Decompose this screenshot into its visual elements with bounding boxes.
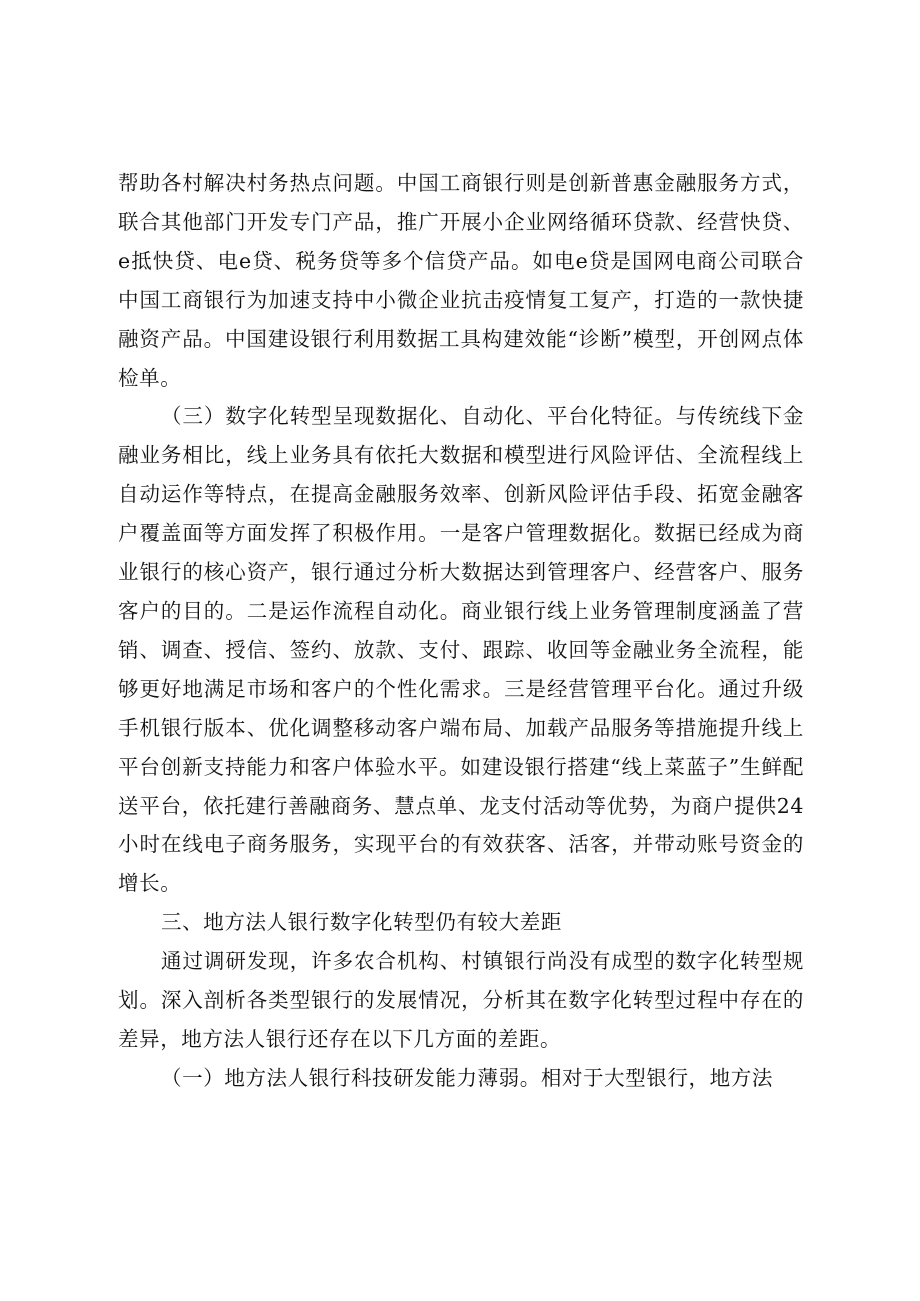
- paragraph-continuation: 帮助各村解决村务热点问题。中国工商银行则是创新普惠金融服务方式，联合其他部门开发专门产品，推广开展小企业网络循环贷款、经营快贷、e抵快贷、电e贷、税务贷等多个信贷产品。如电e贷是国网电商公司联合中国工商银行为加速支持中小微企业抗击疫情复工复产，打造的一款快捷融资产品。中国建设银行利用数据工具构建效能“诊断”模型，开创网点体检单。: [118, 171, 804, 390]
- document-body: [118, 164, 804, 1098]
- paragraph-survey-findings: 通过调研发现，许多农合机构、村镇银行尚没有成型的数字化转型规划。深入剖析各类型银行的发展情况，分析其在数字化转型过程中存在的差异，地方法人银行还存在以下几方面的差距。: [118, 949, 804, 1051]
- paragraph-rd-capability: （一）地方法人银行科技研发能力薄弱。相对于大型银行，地方法: [161, 1065, 773, 1090]
- section-heading: 三、地方法人银行数字化转型仍有较大差距: [161, 910, 562, 935]
- paragraph-digital-transformation-features: （三）数字化转型呈现数据化、自动化、平台化特征。与传统线下金融业务相比，线上业务具有依托大数据和模型进行风险评估、全流程线上自动运作等特点，在提高金融服务效率、创新风险评估手段、拓宽金融客户覆盖面等方面发挥了积极作用。一是客户管理数据化。数据已经成为商业银行的核心资产，银行通过分析大数据达到管理客户、经营客户、服务客户的目的。二是运作流程自动化。商业银行线上业务管理制度涵盖了营销、调查、授信、签约、放款、支付、跟踪、收回等金融业务全流程，能够更好地满足市场和客户的个性化需求。三是经营管理平台化。通过升级手机银行版本、优化调整移动客户端布局、加载产品服务等措施提升线上平台创新支持能力和客户体验水平。如建设银行搭建“线上菜蓝子”生鲜配送平台，依托建行善融商务、慧点单、龙支付活动等优势，为商户提供24小时在线电子商务服务，实现平台的有效获客、活客，并带动账号资金的增长。: [118, 404, 804, 896]
